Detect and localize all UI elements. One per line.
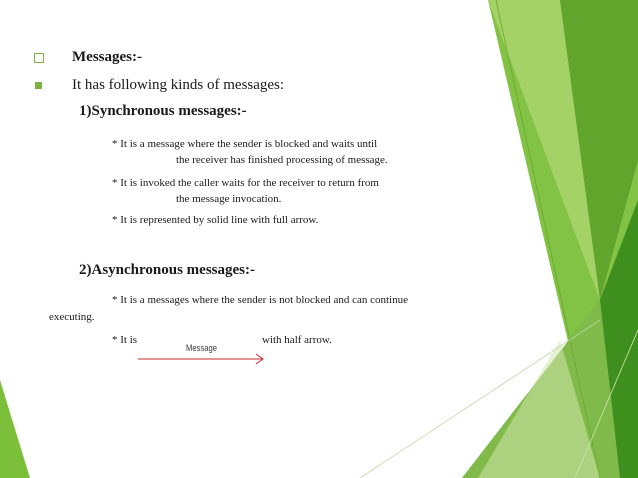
async-point-1-line-1: * It is a messages where the sender is not blocked and can continue [112, 294, 408, 306]
sync-point-2-line-1: * It is invoked the caller waits for the receiver to return from [112, 177, 379, 189]
sync-point-1-line-2: the receiver has finished processing of message. [176, 154, 388, 166]
slide-heading: Messages:- [72, 49, 142, 65]
square-bullet-icon [35, 82, 42, 89]
sync-point-3: * It is represented by solid line with full arrow. [112, 214, 319, 226]
half-arrow-icon [136, 352, 268, 366]
sync-point-2-line-2: the message invocation. [176, 193, 282, 205]
async-point-1-line-2: executing. [49, 311, 95, 323]
intro-text: It has following kinds of messages: [72, 77, 285, 93]
async-point-2-start: * It is [112, 334, 138, 346]
async-point-2-end: with half arrow. [262, 334, 332, 346]
message-arrow-label: Message [186, 343, 218, 353]
async-title: 2)Asynchronous messages:- [79, 262, 255, 278]
sync-title: 1)Synchronous messages:- [79, 103, 247, 119]
checkbox-bullet-icon [34, 53, 44, 63]
sync-point-1-line-1: * It is a message where the sender is blocked and waits until [112, 138, 378, 150]
